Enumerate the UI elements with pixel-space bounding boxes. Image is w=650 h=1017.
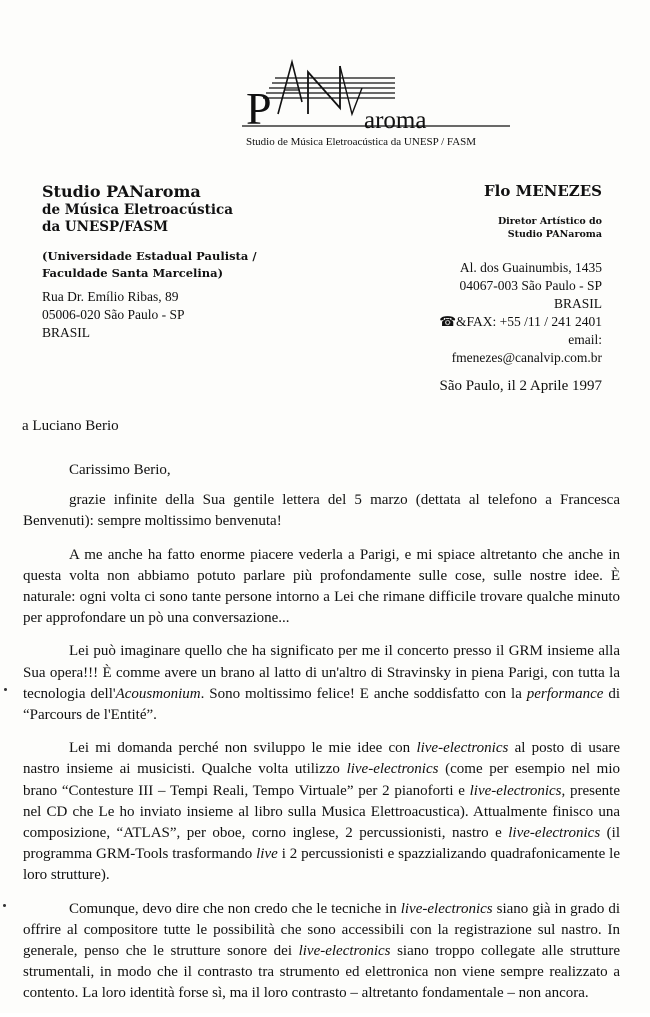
director-block <box>372 181 602 367</box>
svg-text:P: P <box>246 83 272 134</box>
director-phone-fax: ☎&FAX: +55 /11 / 241 2401 <box>439 314 602 329</box>
logo-wordmark: aroma <box>364 107 427 134</box>
paragraph-3-italic-2: performance <box>526 685 604 702</box>
studio-line-2: de Música Eletroacústica <box>42 202 233 218</box>
director-address-line-2: 04067-003 São Paulo - SP <box>459 278 602 293</box>
paragraph-3-italic-1: Acousmonium <box>115 685 201 702</box>
paragraph-5-text-a: Comunque, devo dire che non credo che le tecniche in <box>69 900 401 917</box>
sender-address-line-2: 05006-020 São Paulo - SP <box>42 307 185 322</box>
paragraph-4-italic-2: live-electronics <box>346 761 439 778</box>
institution-line-2: Faculdade Santa Marcelina) <box>42 266 224 280</box>
sender-address-line-1: Rua Dr. Emílio Ribas, 89 <box>42 289 179 304</box>
paragraph-4-text-c: (come per esempio nel mio brano “Contesture III – Tempi Reali, Tempo Virtuale” per 2 pianoforti e <box>23 761 620 799</box>
paragraph-5-text-c: siano troppo collegate alle strutture strumentali, in modo che il contrasto tra strumento ed elettronica non viene sempre realizzato a contento. La loro identità forse sì, ma il loro contrasto – altretanto fondamentale – non ancora. <box>23 943 620 1002</box>
paragraph-4 <box>23 738 620 886</box>
sender-address-line-3: BRASIL <box>42 325 91 340</box>
director-role <box>372 215 602 241</box>
paragraph-4-italic-1: live-electronics <box>416 740 509 757</box>
salutation: Carissimo Berio, <box>69 462 171 478</box>
paragraph-3-text-a: Lei può imaginare quello che ha significato per me il concerto presso il GRM insieme alla Sua opera!!! È comme avere un brano al latto di un'altro di Stravinsky in piena Parigi, con tutta la tecnologia dell' <box>23 643 620 702</box>
director-email-label: email: <box>568 332 602 347</box>
scan-mark <box>3 904 6 907</box>
director-address <box>372 259 602 367</box>
paragraph-3-text-c: di “Parcours de l'Entité”. <box>23 685 620 724</box>
panaroma-logo-mark <box>190 58 520 138</box>
paragraph-5-italic-2: live-electronics <box>298 943 391 960</box>
paragraph-4-italic-3: live-electronics <box>469 782 562 799</box>
sender-block <box>42 181 322 342</box>
paragraph-3-text-b: . Sono moltissimo felice! E anche soddisfatto con la <box>200 685 527 702</box>
director-role-line-2: Studio PANaroma <box>507 229 602 240</box>
paragraph-3 <box>23 641 620 726</box>
letter-body <box>23 460 620 1017</box>
paragraph-4-text-b: al posto di usare nastro insieme ai musicisti. Qualche volta utilizzo <box>23 740 620 778</box>
paragraph-2: A me anche ha fatto enorme piacere vederla a Parigi, e mi spiace altretanto che anche in questa volta non abbiamo potuto parlare più profondamente sulle cose, sulle nostre idee. È naturale: ogni volta ci sono tante persone intorno a Lei che rimane difficile trovare qualche minuto per approfondare un pò una conversazione... <box>23 546 620 627</box>
director-email: fmenezes@canalvip.com.br <box>451 350 602 365</box>
director-address-line-1: Al. dos Guainumbis, 1435 <box>459 260 602 275</box>
director-role-line-1: Diretor Artístico do <box>497 216 602 227</box>
sender-address <box>42 288 322 342</box>
paragraph-4-text-d: , presente nel CD che Le ho inviato insieme al libro sulla Musica Elettroacustica). Attualmente finisco una composizione, “ATLAS”, per oboe, corno inglese, 2 percussionisti, nastro e <box>23 782 620 842</box>
studio-line-3: da UNESP/FASM <box>42 219 169 235</box>
paragraph-4-italic-5: live <box>256 846 278 863</box>
paragraph-4-italic-4: live-electronics <box>508 825 601 842</box>
scan-mark <box>4 688 7 691</box>
director-address-line-3: BRASIL <box>553 296 602 311</box>
paragraph-5 <box>23 899 620 1005</box>
studio-name: Studio PANaroma <box>42 182 201 201</box>
institution-line-1: (Universidade Estadual Paulista / <box>42 249 257 263</box>
paragraph-5-text-b: siano già in grado di offrire al compositore tutte le possibilità che sono accessibili con la registrazione sul nastro. In generale, penso che le strutture sonore dei <box>23 900 620 960</box>
paragraph-5-italic-1: live-electronics <box>400 900 493 917</box>
paragraph-4-text-f: i 2 percussionisti e spazzializando quadrafonicamente le loro strutture). <box>23 846 620 884</box>
paragraph-4-text-e: (il programma GRM-Tools trasformando <box>23 825 620 863</box>
recipient: a Luciano Berio <box>22 418 119 434</box>
panaroma-logo <box>190 58 520 148</box>
letter-date: São Paulo, il 2 Aprile 1997 <box>439 378 602 394</box>
director-name: Flo MENEZES <box>484 182 602 200</box>
logo-subtitle: Studio de Música Eletroacústica da UNESP / FASM <box>246 136 477 148</box>
institution <box>42 248 322 282</box>
paragraph-1: grazie infinite della Sua gentile lettera del 5 marzo (dettata al telefono a Francesca Benvenuti): sempre moltissimo benvenuta! <box>23 492 620 530</box>
paragraph-4-text-a: Lei mi domanda perché non sviluppo le mie idee con <box>69 740 417 757</box>
